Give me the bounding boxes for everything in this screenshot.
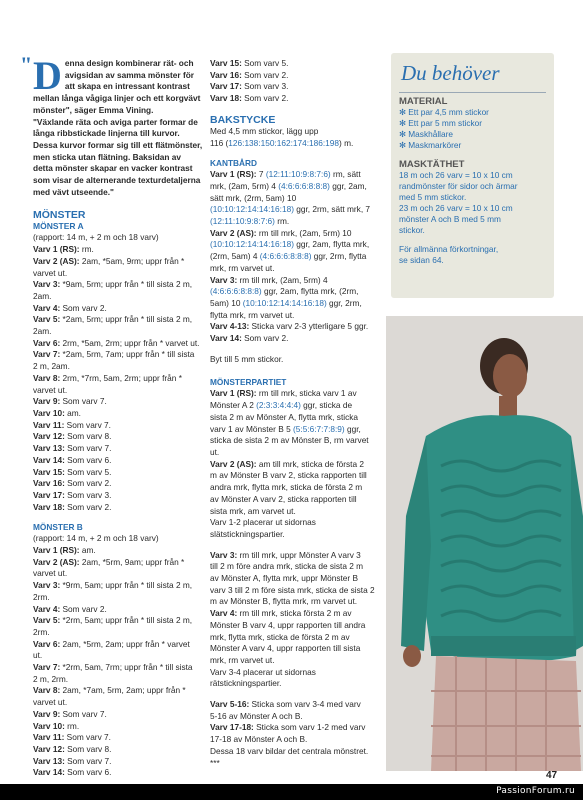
rapport-a: (rapport: 14 m, + 2 m och 18 varv) <box>33 232 159 243</box>
size-values: (10:10:12:14:14:16:18) <box>210 239 294 250</box>
spacer <box>210 690 378 699</box>
row-label: Varv 5: <box>33 615 61 626</box>
row-label: Varv 11: <box>33 419 65 430</box>
pattern-row: Varv 4: Som varv 2. <box>33 302 107 313</box>
pattern-b-rows <box>33 545 203 779</box>
spacer <box>210 345 378 354</box>
instruction-line: varv 1 av Mönster B 5 (5:5:6:7:7:8:9) ggr, <box>210 423 361 434</box>
pattern-row: varvet ut. <box>33 568 68 579</box>
pattern-row: 2 m, 2rm. <box>33 673 69 684</box>
instruction-line: (10:10:12:14:14:16:18) ggr, 2rm, sätt mrk, 7 <box>210 204 371 215</box>
size-values: (4:6:6:6:8:8:8) <box>278 180 330 191</box>
subsection-title-monster-b: MÖNSTER B <box>33 522 83 533</box>
instruction-line: mrk, flytta mrk, sticka de första 2 m av <box>210 631 350 642</box>
row-label: Varv 1 (RS): <box>33 545 80 556</box>
row-label: Varv 14: <box>210 333 242 344</box>
instruction-line: mrk, (2am, 5rm) 4 (4:6:6:6:8:8:8) ggr, 2am, <box>210 180 367 191</box>
subsection-title-kantbard: KANTBÅRD <box>210 158 258 169</box>
star-icon: ✻ <box>399 140 409 150</box>
row-label: Varv 9: <box>33 708 61 719</box>
row-label: Varv 4: <box>33 302 61 313</box>
watermark: PassionForum.ru <box>496 786 575 796</box>
instruction-line: av Mönster A, flytta mrk, uppr Mönster B <box>210 573 359 584</box>
instruction-line: varv 3 till 2 m före sista mrk, sticka de sista 2 <box>210 584 375 595</box>
divider <box>399 92 546 93</box>
pattern-row: Varv 13: Som varv 7. <box>33 755 112 766</box>
quote-mark: " <box>20 52 33 77</box>
row-label: Varv 18: <box>33 501 65 512</box>
intro-line: "Växlande räta och aviga parter formar de <box>33 116 198 127</box>
size-values: (10:10:12:14:14:16:18) <box>242 297 327 308</box>
pattern-row: ut. <box>33 650 43 661</box>
star-icon: ✻ <box>399 129 409 139</box>
row-label: Varv 5: <box>33 314 61 325</box>
pattern-row: Varv 1 (RS): am. <box>33 545 96 556</box>
pattern-row: Varv 12: Som varv 8. <box>33 431 112 442</box>
pattern-row: Varv 9: Som varv 7. <box>33 396 107 407</box>
row-label: Varv 4: <box>33 603 61 614</box>
intro-line: avigsidan av samma mönster för <box>64 69 195 80</box>
instruction-line: (10:10:12:14:14:16:18) ggr, 2am, flytta mrk, <box>210 239 370 250</box>
row-label: Varv 3: <box>210 549 238 560</box>
instruction-line: Varv 1-2 placerar ut sidornas <box>210 517 316 528</box>
intro-line: att skapa en intressant kontrast <box>64 81 190 92</box>
size-values: 126:138:150:162:174:186:198 <box>228 137 340 148</box>
model-illustration <box>386 316 583 771</box>
instruction-line: 17-18 av Mönster A och B. <box>210 734 308 745</box>
instruction-line: flytta mrk, rm varvet ut. <box>210 309 295 320</box>
kantbard-rows <box>210 169 378 345</box>
section-title-monster: MÖNSTER <box>33 209 86 222</box>
row-label: Varv 4-13: <box>210 321 250 332</box>
instruction-line: Varv 4: rm till mrk, sticka första 2 m av <box>210 608 352 619</box>
pattern-row: Varv 15: Som varv 5. <box>33 466 112 477</box>
pattern-row: Varv 5: *2am, 5rm; uppr från * till sista 2 m, <box>33 314 193 325</box>
pattern-row: Varv 18: Som varv 2. <box>33 501 112 512</box>
instruction-line: sätt mrk, (2rm, 5am) 10 <box>210 192 297 203</box>
row-label: Varv 13: <box>33 443 65 454</box>
intro-line: långa ribbstickade linjerna till kurvor. <box>33 128 180 139</box>
intro-line: mellan långa vågiga linjer och ett korgvävt <box>33 93 201 104</box>
row-label: Varv 15: <box>210 58 242 68</box>
subsection-title-monster-a: MÖNSTER A <box>33 221 84 232</box>
star-icon: ✻ <box>399 107 409 117</box>
monsterpartiet-rows <box>210 388 378 769</box>
instruction-line: andra mrk, flytta mrk, sticka de första 2 m <box>210 482 363 493</box>
row-label: Varv 16: <box>33 478 65 489</box>
model-photo <box>386 316 583 771</box>
row-label: Varv 2 (AS): <box>210 227 257 238</box>
instruction-line: av Mönster A varv 2, sticka rapporten till <box>210 493 357 504</box>
instruction-line: Dessa 18 varv bildar det centrala mönstret. <box>210 745 369 756</box>
pattern-row: Varv 14: Som varv 6. <box>33 767 112 778</box>
spacer <box>210 541 378 550</box>
material-item: ✻ Ett par 5 mm stickor <box>399 118 483 128</box>
material-heading: MATERIAL <box>399 96 448 107</box>
row-label: Varv 14: <box>33 767 65 778</box>
star-icon: ✻ <box>399 118 409 128</box>
gauge-line: mönster A och B med 5 mm <box>399 214 501 224</box>
pattern-row: Varv 2 (AS): 2am, *5am, 9rm; uppr från * <box>33 255 185 266</box>
section-title-bakstycke: BAKSTYCKE <box>210 113 276 126</box>
row-label: Varv 5-16: <box>210 699 250 710</box>
row-label: Varv 7: <box>33 349 61 360</box>
text: 116 ( <box>210 137 229 148</box>
instruction-line: Mönster A varv 4, uppr rapporten till sista <box>210 643 361 654</box>
row-label: Varv 10: <box>33 407 65 418</box>
pattern-b-rows-continued <box>210 58 378 105</box>
row-label: Varv 14: <box>33 454 65 465</box>
size-values: (4:6:6:6:8:8:8) <box>259 251 312 262</box>
row-label: Varv 6: <box>33 638 61 649</box>
gauge-line: 18 m och 26 varv = 10 x 10 cm <box>399 170 513 180</box>
row-label: Varv 2 (AS): <box>33 255 80 266</box>
row-label: Varv 2 (AS): <box>210 458 257 469</box>
instruction-line: sticka de sista 2 m av Mönster B, rm varvet <box>210 435 369 446</box>
pattern-row: Varv 5: *2rm, 5am; uppr från * till sista 2 m, <box>33 615 193 626</box>
instruction-line: m av Mönster B, flytta mrk, rm varvet ut. <box>210 596 358 607</box>
instruction-line: Mönster A 2 (2:3:3:4:4:4) ggr, sticka de <box>210 400 353 411</box>
instruction-line: sista 2 m av Mönster A, flytta mrk, sticka <box>210 411 358 422</box>
instruction-line: (2rm, 5am) 4 (4:6:6:6:8:8:8) ggr, 2rm, flytta <box>210 251 367 262</box>
pattern-row: Varv 3: *9rm, 5am; uppr från * till sista 2 m, <box>33 580 193 591</box>
row-label: Varv 13: <box>33 755 65 766</box>
pattern-row: varvet ut. <box>33 384 68 395</box>
row-label: Varv 17-18: <box>210 722 254 733</box>
pattern-row: 2 m, 2am. <box>33 361 70 372</box>
pattern-row: Varv 10: am. <box>33 407 81 418</box>
pattern-row: Varv 12: Som varv 8. <box>33 743 112 754</box>
materials-sidebar <box>391 53 554 298</box>
row-label: Varv 6: <box>33 337 61 348</box>
instruction-line: (4:6:6:6:8:8:8) ggr, 2am, flytta mrk, (2rm, <box>210 286 359 297</box>
pattern-row: 2am. <box>33 326 52 337</box>
row-label: Varv 8: <box>33 372 61 383</box>
instruction-line: 5am) 10 (10:10:12:14:14:16:18) ggr, 2rm, <box>210 297 362 308</box>
row-label: Varv 8: <box>33 685 61 696</box>
abbr-line: se sidan 64. <box>399 255 444 265</box>
size-values: (5:5:6:7:7:8:9) <box>293 423 345 434</box>
cast-on-line: Med 4,5 mm stickor, lägg upp <box>210 125 319 136</box>
pattern-row: Varv 15: Som varv 5. <box>210 58 289 68</box>
pattern-a-rows <box>33 244 203 513</box>
gauge-text <box>399 170 549 236</box>
size-values: (10:10:12:14:14:16:18) <box>210 204 294 215</box>
instruction-line: Varv 1 (RS): 7 (12:11:10:9:8:7:6) rm, sätt <box>210 169 361 180</box>
row-label: Varv 9: <box>33 396 61 407</box>
pattern-row: varvet ut. <box>33 697 68 708</box>
instruction-line: ut. <box>210 446 220 457</box>
needle-change-note: Byt till 5 mm stickor. <box>210 353 284 364</box>
pattern-row: varvet ut. <box>33 267 68 278</box>
instruction-line: Varv 1 (RS): rm till mrk, sticka varv 1 av <box>210 388 357 399</box>
instruction-line: rätstickningspartier. <box>210 678 282 689</box>
gauge-line: stickor. <box>399 225 425 235</box>
gauge-line: randmönster för sidor och ärmar <box>399 181 518 191</box>
intro-line: Dessa kurvor formar sig till ett flätmönster, <box>33 139 203 150</box>
column-middle <box>210 58 378 769</box>
row-label: Varv 1 (RS): <box>210 169 257 180</box>
row-label: Varv 10: <box>33 720 65 731</box>
instruction-line: Varv 5-16: Sticka som varv 3-4 med varv <box>210 699 361 710</box>
pattern-row: Varv 8: 2am, *7am, 5rm, 2am; uppr från * <box>33 685 186 696</box>
pattern-row: Varv 18: Som varv 2. <box>210 93 289 104</box>
pattern-row: Varv 6: 2rm, *5am, 2rm; uppr från * varvet ut. <box>33 337 200 348</box>
pattern-row: Varv 13: Som varv 7. <box>33 443 112 454</box>
material-item: ✻ Maskmarkörer <box>399 140 462 150</box>
size-values: (4:6:6:6:8:8:8) <box>210 286 262 297</box>
pattern-row: Varv 2 (AS): 2am, *5rm, 9am; uppr från * <box>33 556 185 567</box>
row-label: Varv 16: <box>210 69 242 80</box>
pattern-row: Varv 16: Som varv 2. <box>33 478 112 489</box>
instruction-line: Varv 3: rm till mrk, uppr Mönster A varv 3 <box>210 549 361 560</box>
row-label: Varv 3: <box>210 274 238 285</box>
intro-paragraph <box>33 53 203 198</box>
instruction-line: 5-16 av Mönster A och B. <box>210 710 303 721</box>
abbreviations-note <box>399 244 549 266</box>
instruction-line: slätstickningspartier. <box>210 528 285 539</box>
row-label: Varv 17: <box>210 81 242 92</box>
pattern-row: Varv 3: *9am, 5rm; uppr från * till sista 2 m, <box>33 279 193 290</box>
abbr-line: För allmänna förkortningar, <box>399 244 499 254</box>
intro-line: enna design kombinerar rät- och <box>64 58 194 68</box>
row-label: Varv 2 (AS): <box>33 556 80 567</box>
instruction-line: m av Mönster B varv 2, sticka rapporten till <box>210 470 367 481</box>
pattern-row: 2rm. <box>33 591 50 602</box>
instruction-line: sista mrk, am varvet ut. <box>210 505 296 516</box>
column-left <box>33 53 203 779</box>
pattern-row: Varv 8: 2rm, *7rm, 5am, 2rm; uppr från * <box>33 372 182 383</box>
text: ) m. <box>339 137 354 148</box>
intro-line: med vävt utseende." <box>33 186 114 197</box>
pattern-row: Varv 6: 2am, *5rm, 2am; uppr från * varvet <box>33 638 190 649</box>
drop-cap: D <box>33 53 62 98</box>
instruction-line: mrk, rm varvet ut. <box>210 654 275 665</box>
spacer <box>399 236 549 244</box>
pattern-row: Varv 10: rm. <box>33 720 80 731</box>
instruction-line: Varv 17-18: Sticka som varv 1-2 med varv <box>210 722 366 733</box>
pattern-row: Varv 4: Som varv 2. <box>33 603 107 614</box>
row-label: Varv 7: <box>33 662 61 673</box>
material-item: ✻ Maskhållare <box>399 129 453 139</box>
gauge-heading: MASKTÄTHET <box>399 159 465 170</box>
spacer <box>399 151 549 159</box>
row-label: Varv 1 (RS): <box>33 244 80 255</box>
row-label: Varv 15: <box>33 466 65 477</box>
sidebar-body <box>399 96 549 266</box>
rapport-b: (rapport: 14 m, + 2 m och 18 varv) <box>33 533 159 544</box>
instruction-line: (12:11:10:9:8:7:6) rm. <box>210 216 290 227</box>
row-label: Varv 1 (RS): <box>210 388 257 399</box>
instruction-line: Varv 2 (AS): rm till mrk, (2am, 5rm) 10 <box>210 227 352 238</box>
instruction-line: Varv 3: rm till mrk, (2am, 5rm) 4 <box>210 274 328 285</box>
instruction-line: Varv 2 (AS): am till mrk, sticka de första 2 <box>210 458 365 469</box>
pattern-row: Varv 7: *2am, 5rm, 7am; uppr från * till sista <box>33 349 195 360</box>
size-values: (2:3:3:4:4:4) <box>256 400 301 411</box>
instruction-line: *** <box>210 757 220 768</box>
pattern-row: Varv 9: Som varv 7. <box>33 708 107 719</box>
row-label: Varv 12: <box>33 743 65 754</box>
row-label: Varv 4: <box>210 608 238 619</box>
cast-on-count <box>210 138 378 150</box>
pattern-row: Varv 17: Som varv 3. <box>33 489 112 500</box>
row-label: Varv 3: <box>33 279 61 290</box>
instruction-line: Varv 3-4 placerar ut sidornas <box>210 666 316 677</box>
sidebar-title: Du behöver <box>401 61 500 85</box>
row-label: Varv 12: <box>33 431 65 442</box>
subsection-title-monsterpartiet: MÖNSTERPARTIET <box>210 377 287 388</box>
row-label: Varv 11: <box>33 732 65 743</box>
gauge-line: 23 m och 26 varv = 10 x 10 cm <box>399 203 513 213</box>
material-list <box>399 107 549 151</box>
row-label: Varv 3: <box>33 580 61 591</box>
page-number: 47 <box>546 770 558 781</box>
intro-line: men sticka utan flätning. Baksidan av <box>33 151 182 162</box>
row-label: Varv 17: <box>33 489 65 500</box>
pattern-row: Varv 17: Som varv 3. <box>210 81 289 92</box>
instruction-line: Varv 14: Som varv 2. <box>210 333 289 344</box>
pattern-row: Varv 7: *2rm, 5am, 7rm; uppr från * till sista <box>33 662 193 673</box>
pattern-row: Varv 16: Som varv 2. <box>210 69 289 80</box>
gauge-line: med 5 mm stickor. <box>399 192 467 202</box>
pattern-row: Varv 1 (RS): rm. <box>33 244 94 255</box>
intro-line: som visar de alternerande texturdetaljerna <box>33 175 201 186</box>
instruction-line: till 2 m före andra mrk, sticka de sista 2 m <box>210 561 364 572</box>
instruction-line: mrk, rm varvet ut. <box>210 262 275 273</box>
size-values: (12:11:10:9:8:7:6) <box>210 216 275 227</box>
pattern-row: Varv 11: Som varv 7. <box>33 419 111 430</box>
pattern-row: Varv 11: Som varv 7. <box>33 732 111 743</box>
pattern-row: 2rm. <box>33 626 50 637</box>
intro-line: detta mönster skapar en vacker kontrast <box>33 163 193 174</box>
row-label: Varv 18: <box>210 93 242 104</box>
pattern-row: Varv 14: Som varv 6. <box>33 454 112 465</box>
instruction-line: Varv 4-13: Sticka varv 2-3 ytterligare 5 ggr. <box>210 321 369 332</box>
pattern-row: 2am. <box>33 290 52 301</box>
material-item: ✻ Ett par 4,5 mm stickor <box>399 107 489 117</box>
size-values: (12:11:10:9:8:7:6) <box>265 169 331 180</box>
instruction-line: Mönster B varv 4, uppr rapporten till andra <box>210 619 366 630</box>
intro-line: mönster", säger Emma Vining. <box>33 104 154 115</box>
